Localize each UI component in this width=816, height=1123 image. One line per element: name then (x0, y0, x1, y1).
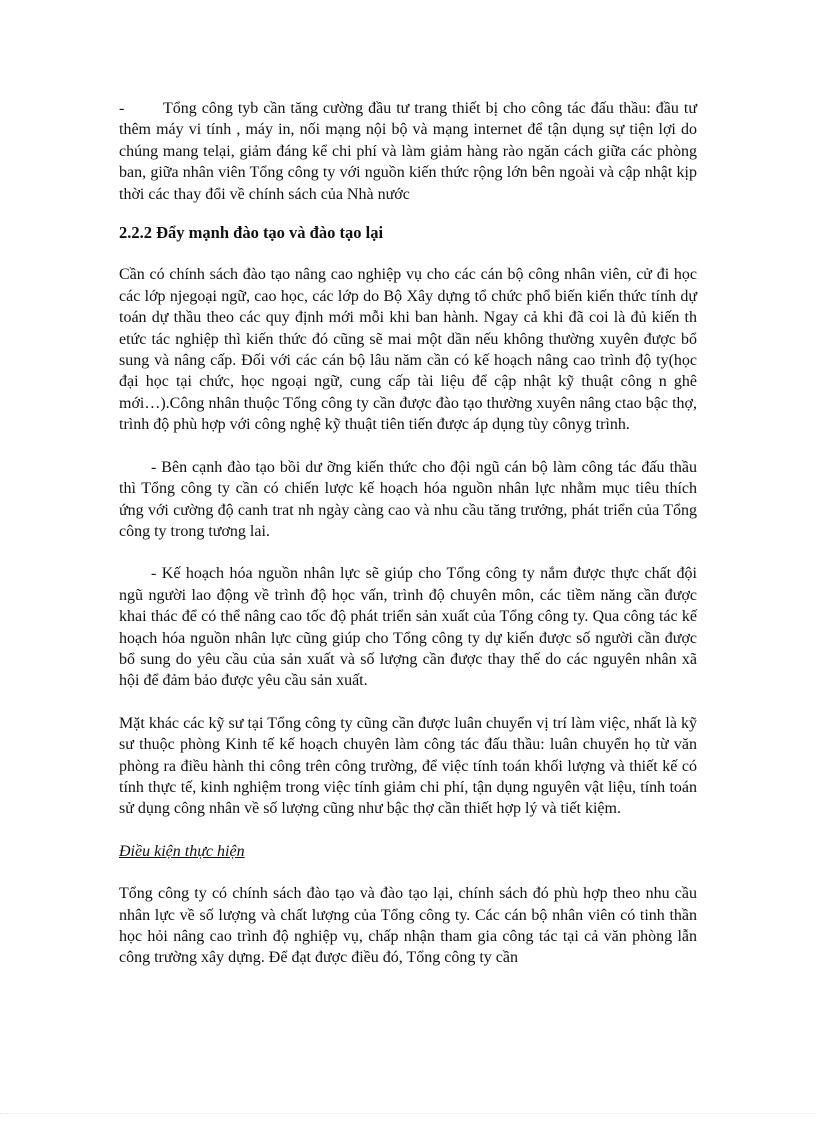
document-body (119, 98, 697, 969)
paragraph-workforce-strategy: - Bên cạnh đào tạo bồi dư ỡng kiến thức cho đội ngũ cán bộ làm công tác đấu thầu thì Tổng công ty cần có chiến lược kế hoạch hóa nguồn nhân lực nhằm mục tiêu thích ứng với cường độ canh trat nh ngày càng cao và nhu cầu tăng trưởng, phát triển của Tổng công ty trong tương lai. (119, 458, 697, 540)
section-heading: 2.2.2 Đẩy mạnh đào tạo và đào tạo lại (119, 223, 384, 243)
paragraph-workforce-planning: - Kế hoạch hóa nguồn nhân lực sẽ giúp cho Tổng công ty nắm được thực chất đội ngũ người lao động về trình độ học vấn, trình độ chuyên môn, các tiềm năng cần được khai thác để có thể nâng cao tốc độ phát triển sản xuất của Tổng công ty. Qua công tác kế hoạch hóa nguồn nhân lực cũng giúp cho Tổng công ty dự kiến được số người cần được bổ sung do yêu cầu của sản xuất và số lượng cần được thay thế do các nguyên nhân xã hội để đảm bảo được yêu cầu sản xuất. (119, 565, 697, 690)
list-dash: - (119, 100, 125, 117)
subheading-conditions: Điều kiện thực hiện (119, 842, 245, 860)
paragraph-conditions: Tổng công ty có chính sách đào tạo và đào tạo lại, chính sách đó phù hợp theo nhu cầu nhân lực về số lượng và chất lượng của Tổng công ty. Các cán bộ nhân viên có tinh thần học hỏi nâng cao trình độ nghiệp vụ, chấp nhận tham gia công tác tại cả văn phòng lẫn công trường xây dựng. Để đạt được điều đó, Tổng công ty cần (119, 885, 697, 967)
paragraph-training-policy: Cần có chính sách đào tạo nâng cao nghiệp vụ cho các cán bộ công nhân viên, cử đi học các lớp njegoại ngữ, cao học, các lớp do Bộ Xây dựng tổ chức phổ biến kiến thức tính dự toán dự thầu theo các quy định mới mỗi khi ban hành. Ngay cả khi đã coi là đủ kiến th etức tác nghiệp thì kiến thức đó cũng sẽ mai một dần nếu không thường xuyên được bổ sung và nâng cấp. Đối với các cán bộ lâu năm cần có kế hoạch nâng cao trình độ ty(học đại học tại chức, học ngoại ngữ, cung cấp tài liệu để cập nhật kỹ thuật công n ghê mới…).Công nhân thuộc Tổng công ty cần được đào tạo thường xuyên nâng ctao bậc thợ, trình độ phù hợp với công nghệ kỹ thuật tiên tiến được áp dụng tùy cônyg trình. (119, 266, 697, 434)
paragraph-equipment-text: Tổng công tyb cần tăng cường đầu tư trang thiết bị cho công tác đấu thầu: đầu tư thêm máy vi tính , máy in, nối mạng nội bộ và mạng internet để tận dụng sự tiện lợi do chúng mang telại, giảm đáng kể chi phí và làm giảm hàng rào ngăn cách giữa các phòng ban, giữa nhân viên Tổng công ty với nguồn kiến thức rộng lớn bên ngoài và cập nhật kịp thời các thay đổi về chính sách của Nhà nước (119, 100, 697, 203)
page-bottom-divider (0, 1113, 816, 1114)
paragraph-engineer-rotation: Mặt khác các kỹ sư tại Tổng công ty cũng cần được luân chuyển vị trí làm việc, nhất là kỹ sư thuộc phòng Kinh tế kế hoạch chuyên làm công tác đấu thầu: luân chuyển họ từ văn phòng ra điều hành thi công trên công trường, để việc tính toán khối lượng và thiết kế có tính thực tế, kinh nghiệm trong việc tính giảm chi phí, tận dụng nguyên vật liệu, tính toán sử dụng công nhân về số lượng cũng như bậc thợ cần thiết hợp lý và tiết kiệm. (119, 714, 697, 818)
paragraph-equipment (119, 98, 697, 205)
